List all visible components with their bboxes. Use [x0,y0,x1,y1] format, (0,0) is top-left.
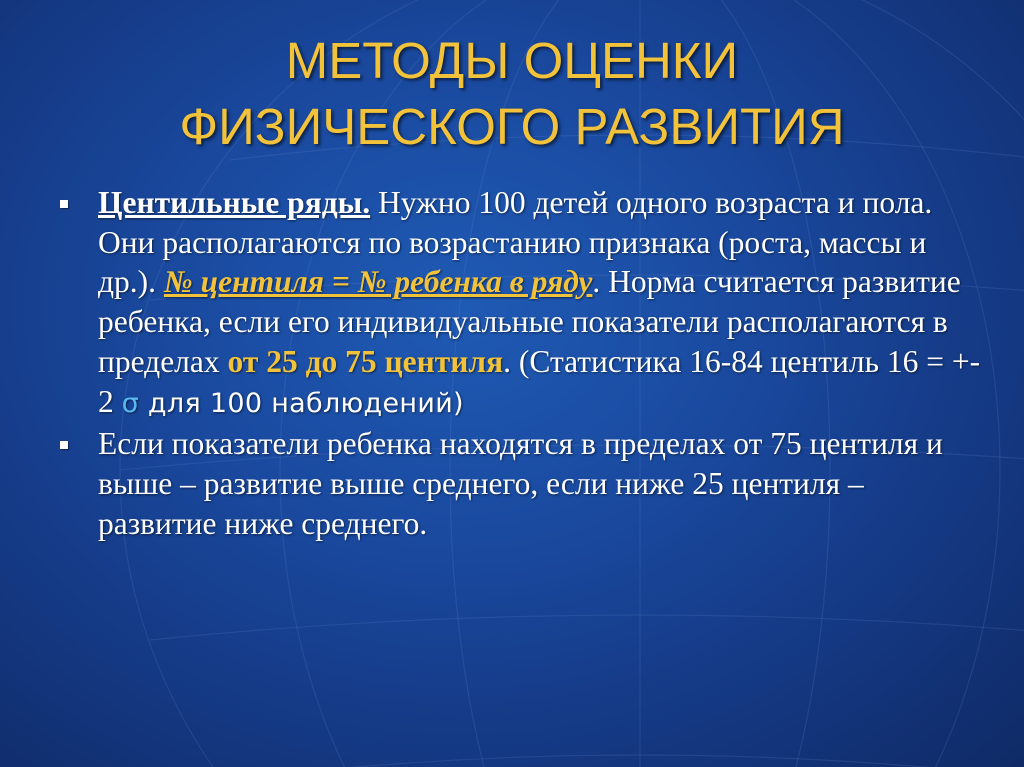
title-line-2: ФИЗИЧЕСКОГО РАЗВИТИЯ [179,98,845,155]
bullet-text-interpretation: Если показатели ребенка находятся в пределах от 75 центиля и выше – развитие выше среднего, если ниже 25 центиля – развитие ниже среднего. [98,426,943,541]
bullet-item-interpretation [56,424,986,543]
slide-title [60,28,964,160]
bullet-text-part-1: Нужно 100 детей одного возраста и пола. Они располагаются по возрастанию признака (роста, массы и др.). [98,185,933,300]
slide-body [56,183,986,544]
sigma-symbol: σ [121,387,140,419]
title-line-1: МЕТОДЫ ОЦЕНКИ [285,32,739,89]
term-centile-rows: Центильные ряды. [98,185,371,220]
bullet-item-centile-rows [56,183,986,423]
bullet-text-part-2: . Норма считается развитие ребенка, если его индивидуальные показатели располагаются в пределах [98,264,961,379]
range-highlight: от 25 до 75 центиля [227,343,504,379]
bullet-text-part-3: . (Статистика 16-84 центиль 16 = +- 2 [98,343,981,419]
formula-highlight: № центиля = № ребенка в ряду [163,264,593,300]
square-bullet-icon [60,200,68,208]
square-bullet-icon [60,441,68,449]
bullet-text-part-4: для 100 наблюдений) [139,387,464,419]
